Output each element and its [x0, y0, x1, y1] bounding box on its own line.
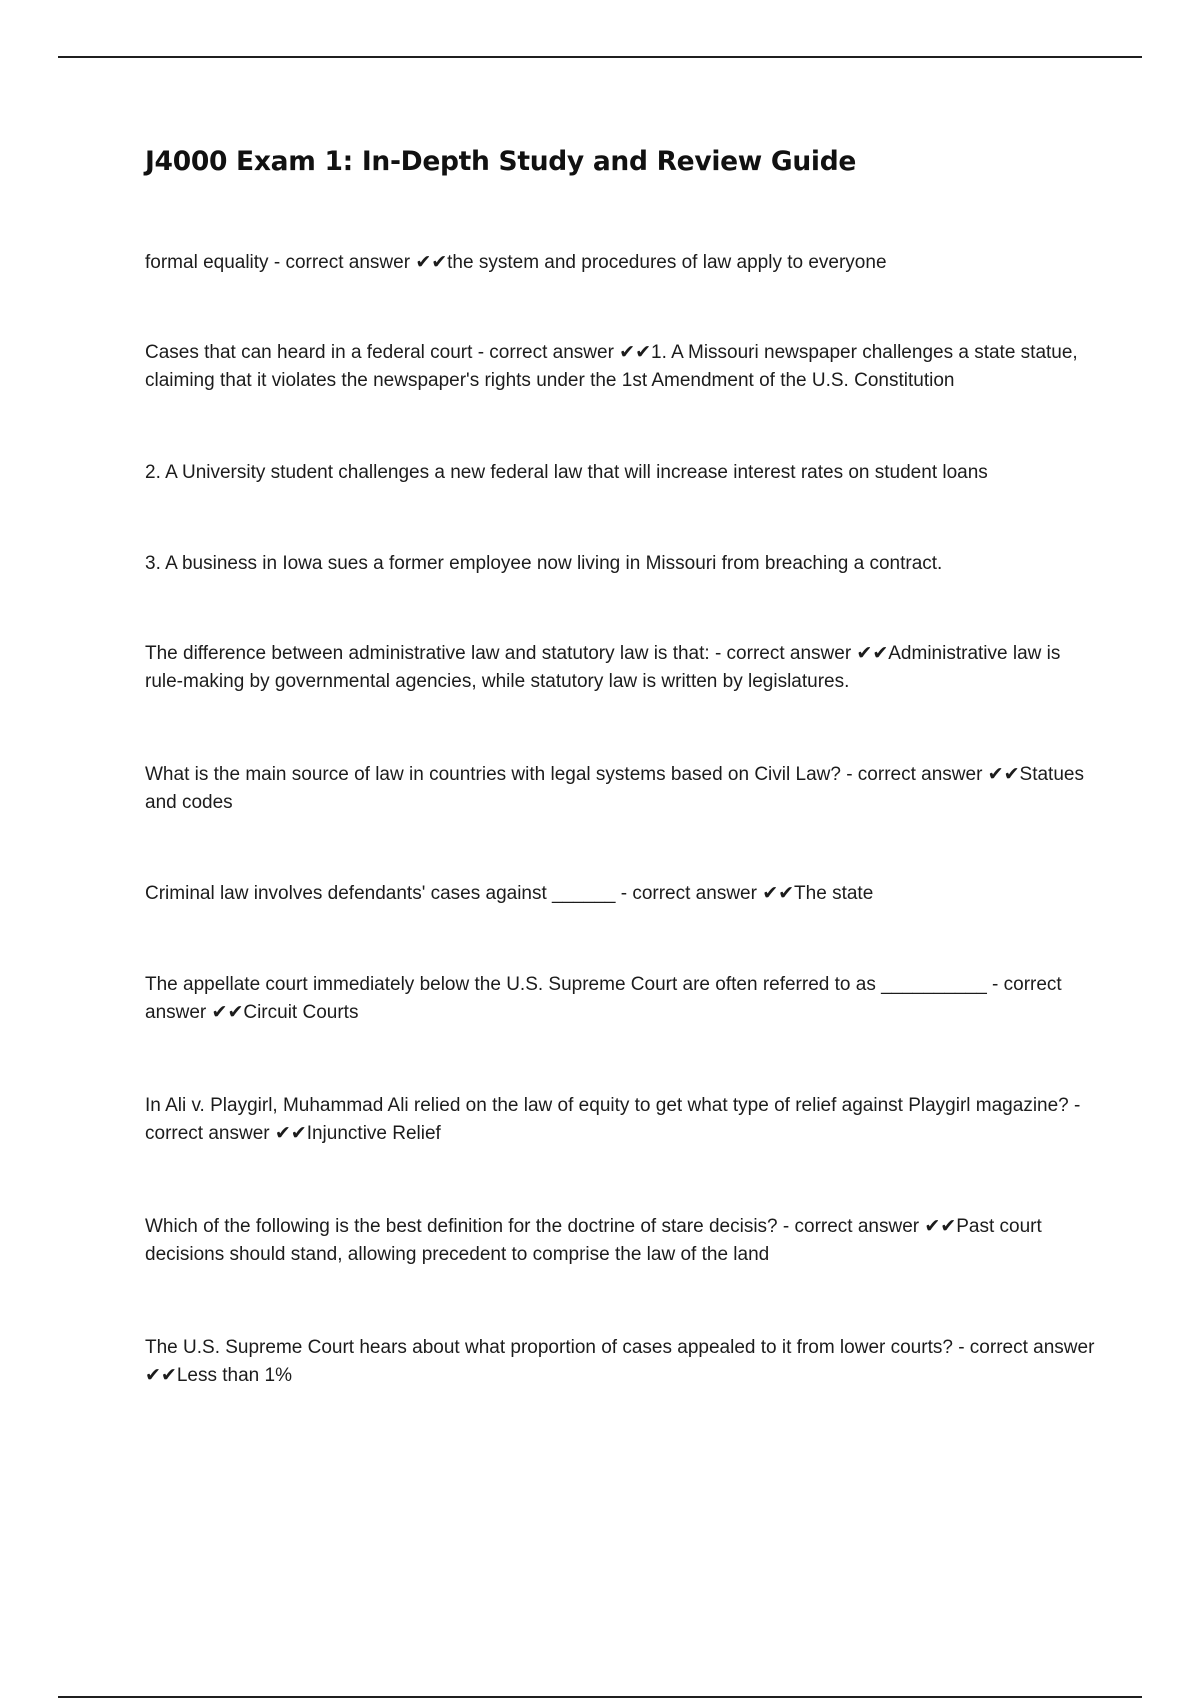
qa-entry-stare-decisis: Which of the following is the best definition for the doctrine of stare decisis? - correct answer ✔✔Past court decisions should stand, allowing precedent to comprise the law of the land	[145, 1216, 1042, 1265]
top-divider	[58, 56, 1142, 58]
qa-entry-federal-case-2: 2. A University student challenges a new federal law that will increase interest rates on student loans	[145, 462, 988, 483]
qa-entry-formal-equality: formal equality - correct answer ✔✔the system and procedures of law apply to everyone	[145, 252, 887, 273]
qa-entry-administrative-law: The difference between administrative law and statutory law is that: - correct answer ✔✔Administrative law is rule-making by governmental agencies, while statutory law is written by legislatures.	[145, 643, 1061, 692]
page-title: J4000 Exam 1: In-Depth Study and Review Guide	[145, 146, 857, 177]
qa-entry-circuit-courts: The appellate court immediately below the U.S. Supreme Court are often referred to as __________ - correct answer ✔✔Circuit Courts	[145, 974, 1062, 1023]
qa-entry-federal-court-cases: Cases that can heard in a federal court - correct answer ✔✔1. A Missouri newspaper challenges a state statue, claiming that it violates the newspaper's rights under the 1st Amendment of the U.S. Constitution	[145, 342, 1078, 391]
qa-entry-federal-case-3: 3. A business in Iowa sues a former employee now living in Missouri from breaching a contract.	[145, 553, 943, 574]
qa-entry-supreme-court-proportion: The U.S. Supreme Court hears about what proportion of cases appealed to it from lower courts? - correct answer ✔✔Less than 1%	[145, 1337, 1095, 1386]
qa-entry-criminal-law: Criminal law involves defendants' cases against ______ - correct answer ✔✔The state	[145, 883, 874, 904]
qa-entry-ali-v-playgirl: In Ali v. Playgirl, Muhammad Ali relied on the law of equity to get what type of relief against Playgirl magazine? - correct answer ✔✔Injunctive Relief	[145, 1095, 1081, 1144]
qa-entry-civil-law-source: What is the main source of law in countries with legal systems based on Civil Law? - correct answer ✔✔Statues and codes	[145, 764, 1084, 813]
bottom-divider	[58, 1696, 1142, 1698]
